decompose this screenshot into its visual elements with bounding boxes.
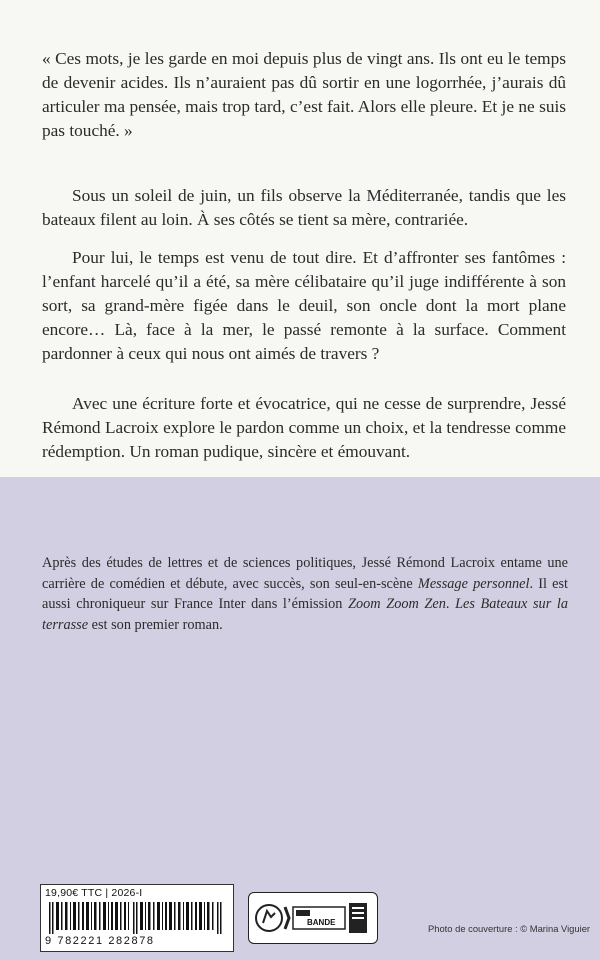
blurb-paragraph-1: Sous un soleil de juin, un fils observe la Méditerranée, tandis que les bateaux filent au loin. À ses côtés se tient sa mère, contrariée. [42, 186, 566, 229]
blurb-paragraph-3: Avec une écriture forte et évocatrice, qui ne cesse de surprendre, Jessé Rémond Lacroix explore le pardon comme un choix, et la tendresse comme rédemption. Un roman pudique, sincère et émouvant. [42, 394, 566, 461]
photo-credit: Photo de couverture : © Marina Viguier [428, 923, 591, 934]
blurb-paragraph-2: Pour lui, le temps est venu de tout dire. Et d’affronter ses fantômes : l’enfant harcelé qu’il a été, sa mère célibataire qu’il juge indifférente à son sort, sa grand-mère figée dans le deuil, son oncle dont la mort plane encore… Là, face à la mer, le passé remonte à la surface. Comment pardonner à ceux qui nous ont aimés de travers ? [42, 248, 566, 363]
triman-recycling-logo [248, 892, 378, 944]
price-line: 19,90€ TTC | 2026-I [45, 887, 143, 899]
program-title: Zoom Zoom Zen [348, 596, 446, 612]
barcode-bars-icon [47, 902, 227, 934]
triman-icon [249, 893, 377, 943]
triman-bande-label: BANDE [307, 918, 336, 927]
show-title: Message personnel [417, 575, 530, 592]
book-title: Les Bateaux sur la terrasse [42, 596, 568, 633]
ean-number: 9 782221 282878 [45, 935, 155, 947]
barcode-label [40, 884, 234, 952]
quote-paragraph: « Ces mots, je les garde en moi depuis plus de vingt ans. Ils ont eu le temps de devenir acides. Ils n’auraient pas dû sortir en une logorrhée, j’aurais dû articuler ma pensée, mais trop tard, c’est fait. Alors elle pleure. Et je ne suis pas touché. » [42, 49, 566, 140]
author-bio: Après des études de lettres et de sciences politiques, Jessé Rémond Lacroix entame une carrière de comédien et débute, avec succès, son seul-en-scène Message personnel. Il est aussi chroniqueur sur France Inter dans l’émission Zoom Zoom Zen. Les Bateaux sur la terrasse est son premier roman. [42, 555, 568, 633]
